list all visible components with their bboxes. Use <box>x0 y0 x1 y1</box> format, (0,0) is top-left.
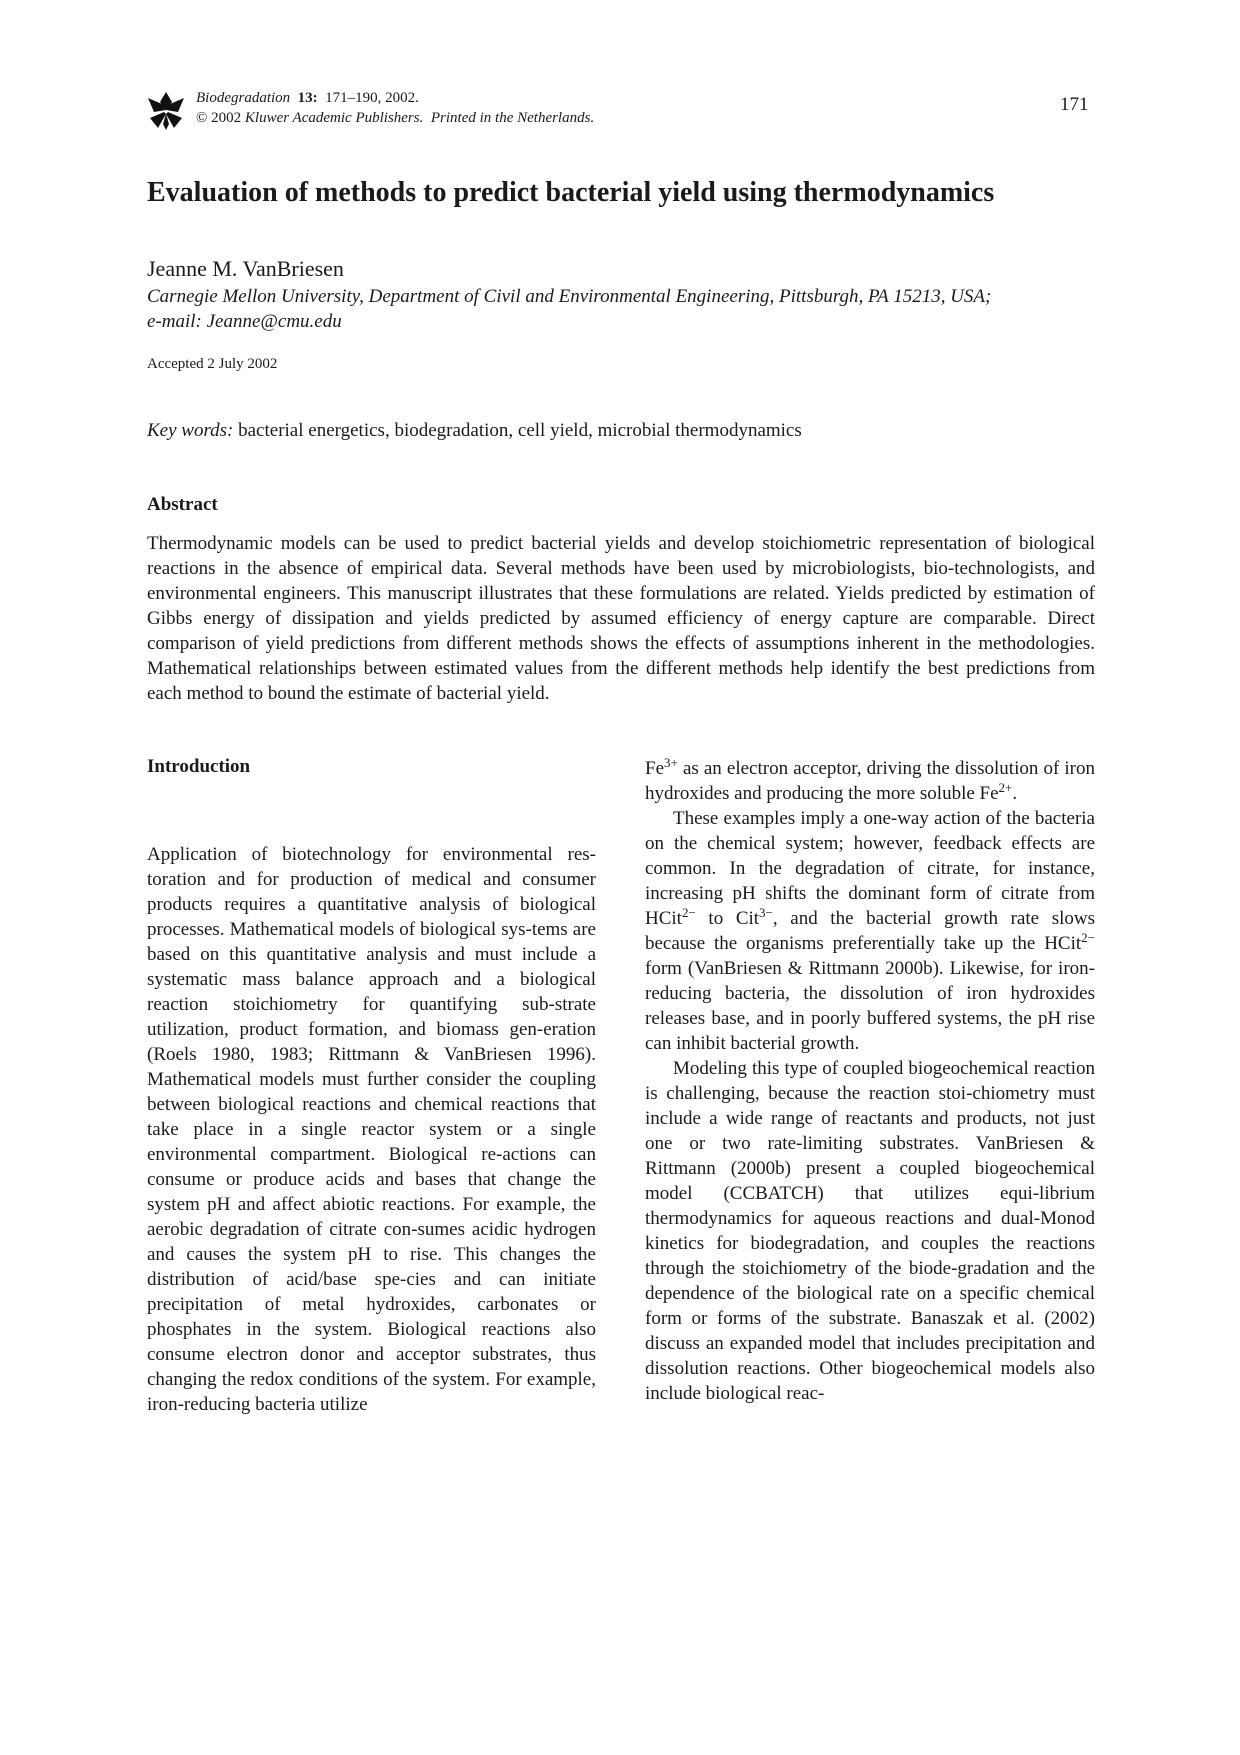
text-segment: These examples imply a one-way action of the bacteria on the chemical system; however, feedback effects are common. In the degradation of citrate, for instance, increasing pH shifts the dominant form of citrate from HCit <box>645 808 1095 929</box>
copyright-year: 2002 <box>211 110 242 126</box>
printed-location: Printed in the Netherlands. <box>430 110 595 126</box>
paragraph-modeling: Modeling this type of coupled biogeochemical reaction is challenging, because the reaction stoi-chiometry must include a wide range of reactants and products, not just one or two rate-limiting substrates. VanBriesen & Rittmann (2000b) present a coupled biogeochemical model (CCBATCH) that utilizes equi-librium thermodynamics for aqueous reactions and dual-Monod kinetics for biodegradation, and couples the reactions through the stoichiometry of the biode-gradation and the dependence of the biological rate on a specific chemical form or forms of the substrate. Banaszak et al. (2002) discuss an expanded model that includes precipitation and dissolution reactions. Other biogeochemical models also include biological reac- <box>645 1058 1095 1404</box>
paragraph-feedback-effects <box>645 806 1095 1056</box>
accepted-date: Accepted 2 July 2002 <box>147 356 278 372</box>
journal-pages: 171–190, 2002. <box>325 90 419 106</box>
affiliation-line: Carnegie Mellon University, Department of Civil and Environmental Engineering, Pittsburgh, PA 15213, USA; <box>147 286 992 307</box>
publisher-name: Kluwer Academic Publishers. <box>244 110 424 126</box>
introduction-heading: Introduction <box>147 756 251 777</box>
journal-line-1 <box>196 88 594 108</box>
author-email: e-mail: Jeanne@cmu.edu <box>147 311 342 332</box>
paragraph-fe-acceptor <box>645 756 1095 806</box>
journal-name: Biodegradation <box>196 90 291 106</box>
text-segment: as an electron acceptor, driving the dissolution of iron hydroxides and producing the more soluble Fe <box>645 758 1095 804</box>
keywords <box>147 420 1107 442</box>
copyright-symbol: © <box>196 110 208 126</box>
superscript: 3− <box>759 905 773 920</box>
superscript: 2+ <box>998 780 1013 795</box>
journal-line-2 <box>196 108 594 128</box>
introduction-right-column <box>645 756 1095 1406</box>
article-title: Evaluation of methods to predict bacterial yield using thermodynamics <box>147 177 995 208</box>
introduction-left-column: Application of biotechnology for environmental res-toration and for production of medical and consumer products requires a quantitative analysis of biological processes. Mathematical models of biological sys-tems are based on this quantitative analysis and must include a systematic mass balance approach and a biological reaction stoichiometry for quantifying sub-strate utilization, product formation, and biomass gen-eration (Roels 1980, 1983; Rittmann & VanBriesen 1996). Mathematical models must further consider the coupling between biological reactions and chemical reactions that take place in a single reactor system or a single environmental compartment. Biological re-actions can consume or produce acids and bases that change the system pH and affect abiotic reactions. For example, the aerobic degradation of citrate con-sumes acidic hydrogen and causes the system pH to rise. This changes the distribution of acid/base spe-cies and can initiate precipitation of metal hydroxides, carbonates or phosphates in the system. Biological reactions also consume electron donor and acceptor substrates, thus changing the redox conditions of the system. For example, iron-reducing bacteria utilize <box>147 844 596 1415</box>
text-segment: Fe <box>645 758 664 779</box>
text-segment: , and the bacterial growth rate slows because the organisms preferentially take up the HCit <box>645 908 1095 954</box>
text-segment: to Cit <box>695 908 760 929</box>
page-number: 171 <box>1060 94 1089 115</box>
journal-volume: 13: <box>297 90 318 106</box>
abstract-heading: Abstract <box>147 494 218 515</box>
text-segment: . <box>1012 783 1018 804</box>
text-segment: form (VanBriesen & Rittmann 2000b). Likewise, for iron-reducing bacteria, the dissolution of iron hydroxides releases base, and in poorly buffered systems, the pH rise can inhibit bacterial growth. <box>645 958 1095 1054</box>
superscript: 3+ <box>664 755 678 770</box>
journal-citation <box>196 88 594 128</box>
superscript: 2− <box>1081 930 1095 945</box>
kluwer-logo-icon <box>146 88 186 132</box>
keywords-list: bacterial energetics, biodegradation, cell yield, microbial thermodynamics <box>238 420 802 441</box>
abstract-text: Thermodynamic models can be used to predict bacterial yields and develop stoichiometric representation of biological reactions in the absence of empirical data. Several methods have been used by microbiologists, bio-technologists, and environmental engineers. This manuscript illustrates that these formulations are related. Yields predicted by estimation of Gibbs energy of dissipation and yields predicted by assumed efficiency of energy capture are comparable. Direct comparison of yield predictions from different methods shows the effects of assumptions inherent in the methodologies. Mathematical relationships between estimated values from the different methods help identify the best predictions from each method to bound the estimate of bacterial yield. <box>147 533 1095 704</box>
keywords-label: Key words: <box>147 420 234 441</box>
author-affiliation <box>147 284 1107 334</box>
superscript: 2− <box>681 905 696 920</box>
author-name: Jeanne M. VanBriesen <box>147 256 344 281</box>
